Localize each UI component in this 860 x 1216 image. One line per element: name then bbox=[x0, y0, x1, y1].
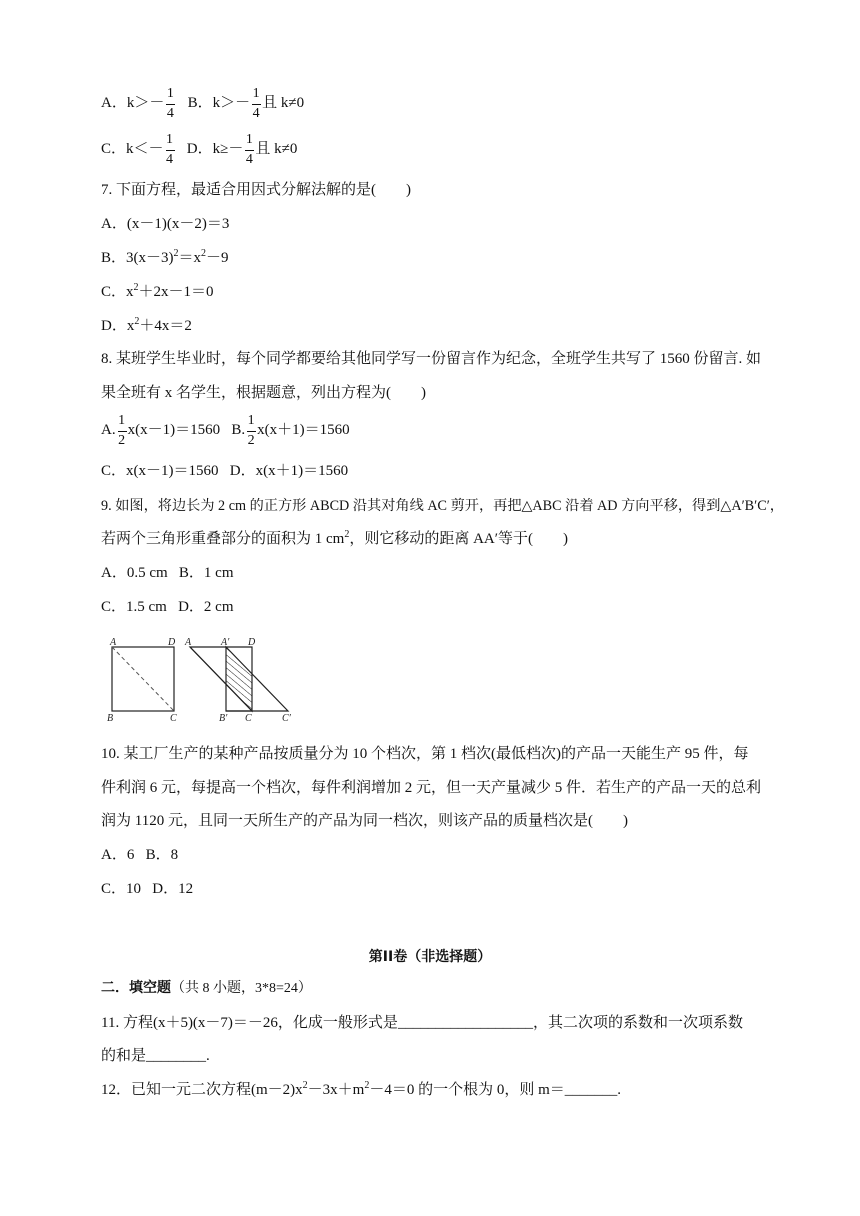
label-b: B bbox=[107, 713, 114, 724]
q8-option-a-fraction: $\frac{1}{2}$ bbox=[118, 412, 126, 448]
q9-stem-line1: 9. 如图，将边长为 2 cm 的正方形 ABCD 沿其对角线 AC 剪开，再把△ABC 沿着 AD 方向平移，得到△A′B′C′， bbox=[101, 498, 784, 514]
q10-option-a: A．6 bbox=[101, 847, 135, 863]
q9-stem-line2: 若两个三角形重叠部分的面积为 1 $cm^2$，则它移动的距离 AA′等于( ) bbox=[101, 529, 569, 547]
q8-option-c: C．x(x－1)＝1560 bbox=[101, 463, 219, 479]
q11-line1: 11. 方程(x＋5)(x－7)＝－26，化成一般形式是__________________，其二次项的系数和一次项系数 bbox=[101, 1015, 743, 1031]
q6-option-b-label: B．k＞－ bbox=[187, 95, 251, 111]
q11-blank2: ________ bbox=[146, 1048, 207, 1064]
q10-option-d: D．12 bbox=[152, 881, 194, 897]
q8-option-row-ab bbox=[101, 412, 350, 448]
q9-option-b: B．1 cm bbox=[178, 565, 234, 581]
section-note: （共 8 小题，3*8=24） bbox=[171, 981, 312, 996]
q10-option-row-cd bbox=[101, 879, 193, 899]
q8-option-b-label: B. bbox=[231, 422, 246, 438]
label-d2: D bbox=[248, 637, 256, 648]
q6-option-d-fraction: $\frac{1}{4}$ bbox=[245, 131, 253, 167]
q8-stem-line2: 果全班有 x 名学生，根据题意，列出方程为( ) bbox=[101, 385, 426, 401]
q8-option-row-cd bbox=[101, 461, 348, 481]
label-a-prime: A′ bbox=[221, 637, 230, 648]
q9-option-c: C．1.5 cm bbox=[101, 599, 167, 615]
q10-line2: 件利润 6 元，每提高一个档次，每件利润增加 2 元，但一天产量减少 5 件．若生产的产品一天的总利 bbox=[101, 780, 762, 796]
q8-option-a-expr: x(x－1)＝1560 bbox=[127, 422, 221, 438]
q6-option-d-label: D．k≥－ bbox=[186, 141, 244, 157]
q9-option-row-cd bbox=[101, 597, 234, 617]
section-heading bbox=[101, 978, 312, 999]
q7-option-b: B．$3(x-3)^2=x^2-9$ bbox=[101, 248, 229, 266]
label-c2: C bbox=[245, 713, 252, 724]
q10-option-row-ab bbox=[101, 845, 178, 865]
q10-option-c: C．10 bbox=[101, 881, 142, 897]
q7-option-d: D．$x^2+4x=2$ bbox=[101, 316, 192, 334]
q8-option-a-label: A. bbox=[101, 422, 116, 438]
q6-option-b-tail: 且 k≠0 bbox=[262, 95, 305, 111]
label-c: C bbox=[170, 713, 177, 724]
q8-option-b-fraction: $\frac{1}{2}$ bbox=[247, 412, 255, 448]
label-c-prime: C′ bbox=[282, 713, 291, 724]
q7-option-a: A．(x－1)(x－2)＝3 bbox=[101, 216, 230, 232]
section-label: 二．填空题 bbox=[101, 980, 171, 996]
part2-title: 第II卷（非选择题） bbox=[368, 949, 492, 965]
q6-option-row-ab bbox=[101, 85, 304, 121]
q7-stem: 7. 下面方程，最适合用因式分解法解的是( ) bbox=[101, 182, 411, 198]
q6-option-a-fraction: $\frac{1}{4}$ bbox=[166, 85, 174, 121]
q12-line: 12．已知一元二次方程$(m-2)x^2-3x+m^2-4=0$ 的一个根为 0，则 m＝_______. bbox=[101, 1080, 622, 1098]
q11-blank1: __________________ bbox=[397, 1015, 533, 1031]
q8-option-d: D．x(x＋1)＝1560 bbox=[229, 463, 349, 479]
q6-option-row-cd bbox=[101, 131, 297, 167]
q6-option-b-fraction: $\frac{1}{4}$ bbox=[252, 85, 260, 121]
square-abcd bbox=[112, 647, 174, 711]
label-a2: A bbox=[185, 637, 192, 648]
label-d: D bbox=[168, 637, 176, 648]
q8-option-b-expr: x(x＋1)＝1560 bbox=[257, 422, 350, 438]
label-b-prime: B′ bbox=[219, 713, 228, 724]
q6-option-c-label: C．k＜－ bbox=[101, 141, 164, 157]
q10-option-b: B．8 bbox=[145, 847, 179, 863]
q6-option-a-label: A．k＞－ bbox=[101, 95, 165, 111]
q7-option-c: C．$x^2+2x-1=0$ bbox=[101, 282, 214, 300]
q9-option-d: D．2 cm bbox=[178, 599, 234, 615]
q11-line2: 的和是________. bbox=[101, 1048, 210, 1064]
translated-triangles bbox=[190, 647, 288, 711]
q9-option-a: A．0.5 cm bbox=[101, 565, 168, 581]
q6-option-d-tail: 且 k≠0 bbox=[255, 141, 298, 157]
label-a: A bbox=[110, 637, 117, 648]
q10-line1: 10. 某工厂生产的某种产品按质量分为 10 个档次，第 1 档次(最低档次)的产品一天能生产 95 件，每 bbox=[101, 746, 749, 762]
q8-stem-line1: 8. 某班学生毕业时，每个同学都要给其他同学写一份留言作为纪念，全班学生共写了 1560 份留言. 如 bbox=[101, 351, 762, 367]
q12-blank: _______ bbox=[564, 1082, 618, 1098]
q6-option-c-fraction: $\frac{1}{4}$ bbox=[166, 131, 174, 167]
q9-figure bbox=[100, 634, 310, 724]
q10-line3: 润为 1120 元，且同一天所生产的产品为同一档次，则该产品的质量档次是( ) bbox=[101, 813, 628, 829]
q9-option-row-ab bbox=[101, 563, 234, 583]
